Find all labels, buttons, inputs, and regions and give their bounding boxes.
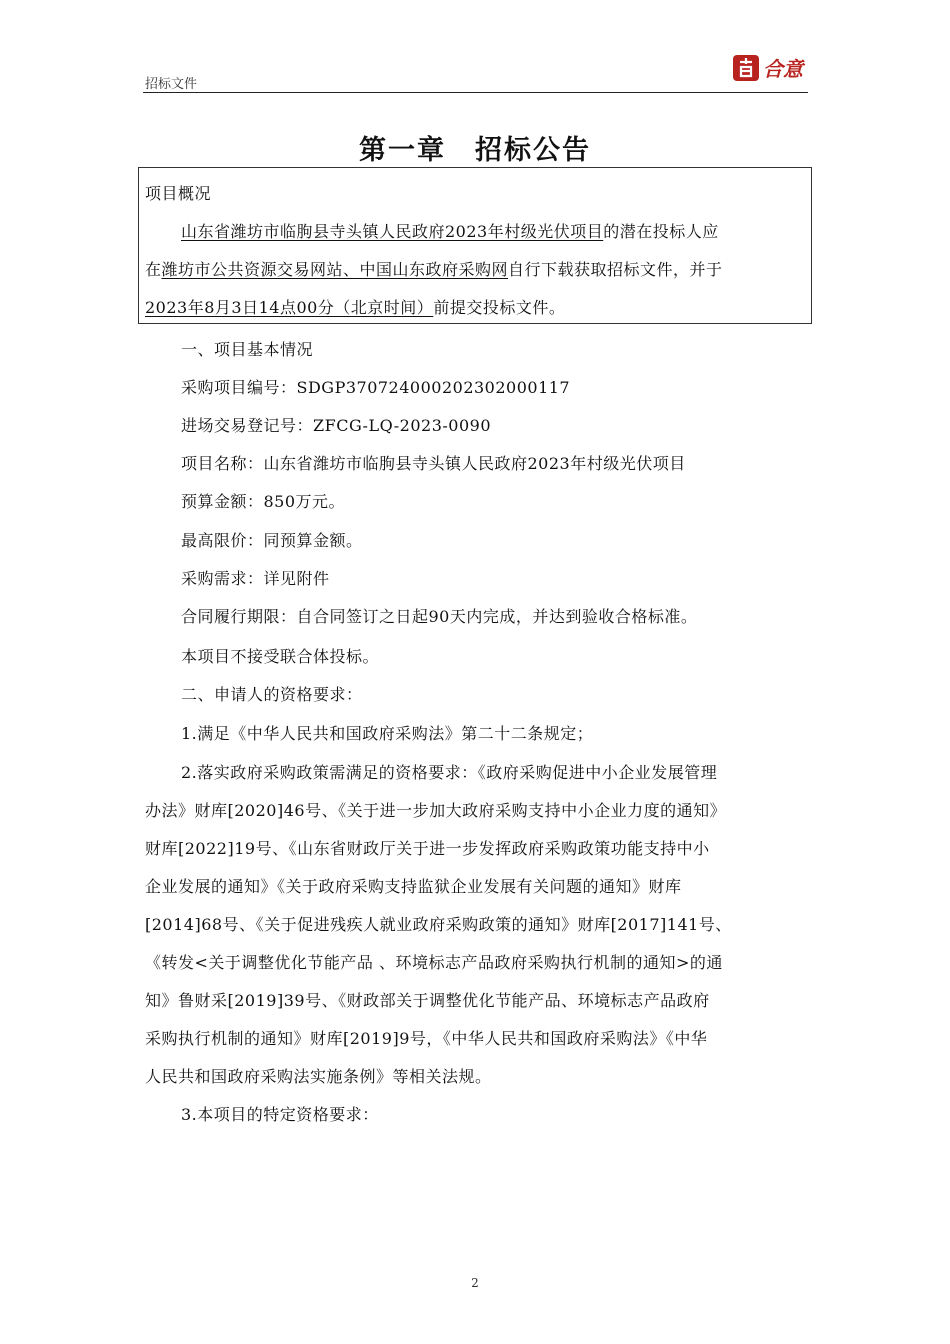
header-doc-label: 招标文件 (145, 77, 198, 92)
overview-text-before-sites: 在 (145, 260, 162, 279)
logo-wordmark: 合意 (763, 57, 803, 81)
overview-line-3 (145, 298, 565, 318)
overview-download-sites: 潍坊市公共资源交易网站、中国山东政府采购网 (161, 260, 509, 279)
project-code: 采购项目编号：SDGP370724000202302000117 (181, 378, 571, 397)
qualification-item-2-line: 办法》财库[2020]46号、《关于进一步加大政府采购支持中小企业力度的通知》 (145, 801, 727, 820)
qualification-item-2-line: 《转发<关于调整优化节能产品 、环境标志产品政府采购执行机制的通知>的通 (145, 953, 723, 972)
qualification-item-3: 3.本项目的特定资格要求： (181, 1105, 379, 1124)
overview-text-after-deadline: 前提交投标文件。 (433, 298, 566, 317)
qualification-item-1: 1.满足《中华人民共和国政府采购法》第二十二条规定； (181, 724, 594, 743)
overview-text-after-sites: 自行下载获取招标文件，并于 (508, 260, 723, 279)
procurement-requirements: 采购需求：详见附件 (181, 569, 330, 588)
page-number: 2 (471, 1276, 479, 1290)
company-logo (733, 52, 811, 86)
contract-period: 合同履行期限：自合同签订之日起90天内完成，并达到验收合格标准。 (181, 607, 698, 626)
qualification-item-2-line: [2014]68号、《关于促进残疾人就业政府采购政策的通知》财库[2017]141号、 (145, 915, 732, 934)
project-name: 项目名称：山东省潍坊市临朐县寺头镇人民政府2023年村级光伏项目 (181, 454, 686, 473)
overview-text-after-name: 的潜在投标人应 (603, 222, 719, 241)
qualification-item-2-line: 采购执行机制的通知》财库[2019]9号，《中华人民共和国政府采购法》《中华 (145, 1029, 708, 1048)
overview-project-name: 山东省潍坊市临朐县寺头镇人民政府2023年村级光伏项目 (181, 222, 604, 241)
registration-number: 进场交易登记号：ZFCG-LQ-2023-0090 (181, 416, 492, 435)
chapter-title: 第一章 招标公告 (359, 135, 591, 166)
overview-deadline: 2023年8月3日14点00分（北京时间） (145, 298, 434, 317)
qualification-item-2-line: 人民共和国政府采购法实施条例》等相关法规。 (145, 1067, 492, 1086)
max-price: 最高限价：同预算金额。 (181, 531, 363, 550)
qualification-item-2-line: 2.落实政府采购政策需满足的资格要求：《政府采购促进中小企业发展管理 (181, 763, 718, 782)
qualification-item-2-line: 企业发展的通知》《关于政府采购支持监狱企业发展有关问题的通知》财库 (145, 877, 682, 896)
overview-line-1 (181, 222, 719, 242)
no-consortium-note: 本项目不接受联合体投标。 (181, 647, 380, 666)
overview-heading: 项目概况 (145, 184, 212, 203)
budget-amount: 预算金额：850万元。 (181, 492, 346, 511)
qualification-item-2-line: 财库[2022]19号、《山东省财政厅关于进一步发挥政府采购政策功能支持中小 (145, 839, 710, 858)
header-divider (143, 92, 808, 93)
overview-line-2 (145, 260, 723, 280)
qualification-heading: 二、申请人的资格要求： (181, 685, 363, 704)
qualification-item-2-line: 知》鲁财采[2019]39号、《财政部关于调整优化节能产品、环境标志产品政府 (145, 991, 710, 1010)
basic-info-heading: 一、项目基本情况 (181, 340, 314, 359)
